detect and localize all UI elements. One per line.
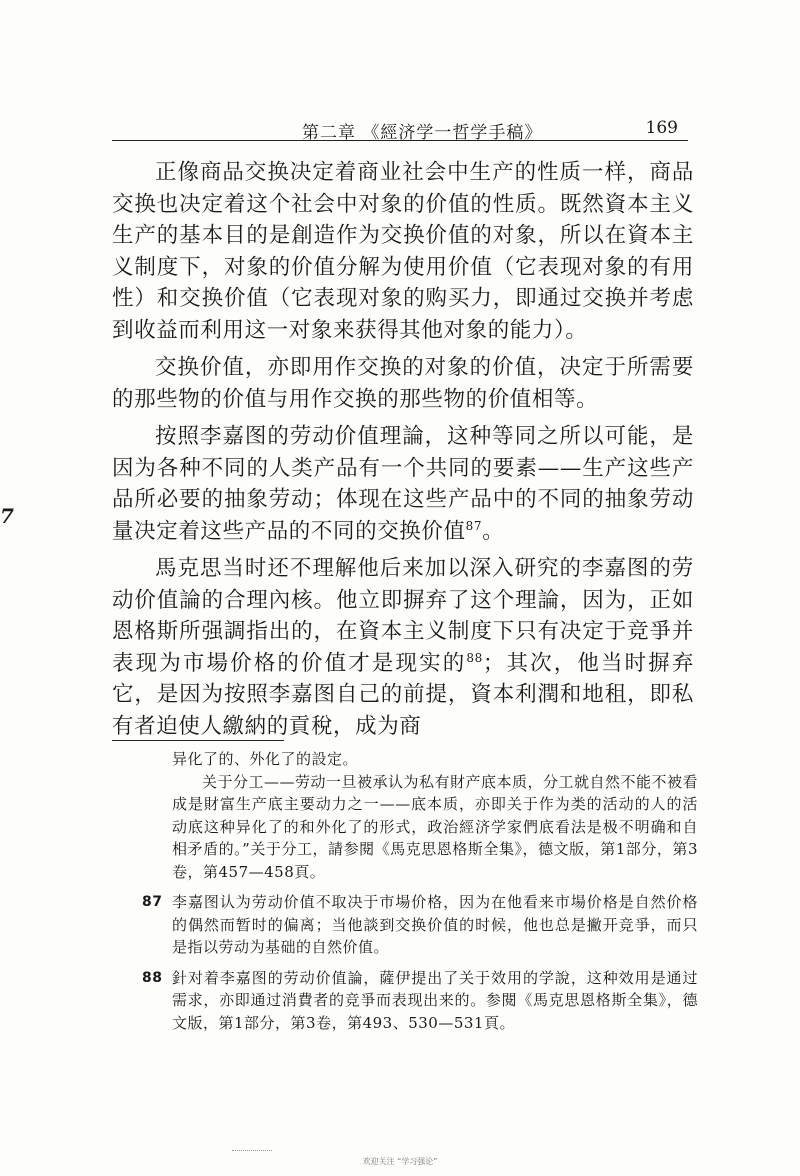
footnote-continuation-2: 关于分工——劳动一旦被承认为私有財产底本质，分工就自然不能不被看成是財富生产底主要动力之一——底本质，亦即关于作为类的活动的人的活动底这种异化了的和外化了的形式，政治經济学家們底看法是极不明确和自相矛盾的。”关于分工，請参閱《馬克思恩格斯全集》，德文版，第1部分，第3卷，第457—458頁。 xyxy=(172,772,699,881)
footnote-number: 88 xyxy=(142,969,163,986)
paragraph-4-text: 馬克思当时还不理解他后来加以深入研究的李嘉图的劳动价值論的合理內核。他立即摒弃了这个理論，因为，正如恩格斯所强調指出的，在資本主义制度下只有决定于竞爭并表现为市場价格的价值才是现实的 xyxy=(112,556,694,676)
footnote-text: 李嘉图认为劳动价值不取决于市場价格，因为在他看来市場价格是自然价格的偶然而暂时的偏离；当他談到交换价值的时候，他也总是撇开竞爭，而只是指以劳动为基础的自然价值。 xyxy=(172,893,698,956)
footnote-continuation-1: 异化了的、外化了的設定。 xyxy=(172,750,359,768)
bottom-dash xyxy=(232,1150,272,1151)
main-text xyxy=(112,157,694,748)
footnote-number: 87 xyxy=(142,894,163,910)
paragraph-1: 正像商品交换决定着商业社会中生产的性质一样，商品交换也决定着这个社会中对象的价值的性质。既然資本主义生产的基本目的是創造作为交换价值的对象，所以在資本主义制度下，对象的价值分解为使用价值（它表现对象的有用性）和交换价值（它表现对象的购买力，即通过交换并考虑到收益而利用这一对象来获得其他对象的能力）。 xyxy=(112,160,694,343)
footnote-ref-87[interactable]: 87 xyxy=(465,518,483,533)
running-header xyxy=(112,118,688,141)
chapter-title: 第二章 《經济学一哲学手稿》 xyxy=(302,123,543,143)
page-number: 169 xyxy=(645,118,678,138)
paragraph-2: 交换价值，亦即用作交换的对象的价值，决定于所需要的那些物的价值与用作交换的那些物的价值相等。 xyxy=(112,355,694,412)
paragraph-3-text: 按照李嘉图的劳动价值理論，这种等同之所以可能，是因为各种不同的人类产品有一个共同的要素——生产这些产品所必要的抽象劳动；体现在这些产品中的不同的抽象劳动量决定着这些产品的不同的交换价值 xyxy=(112,424,694,544)
footnote-87 xyxy=(142,891,698,959)
margin-mark: 7 xyxy=(0,504,14,528)
paragraph-4 xyxy=(112,553,694,742)
bottom-watermark: 欢迎关注 “学习强论” xyxy=(362,1157,438,1166)
footnote-text: 針对着李嘉图的劳动价值論，薩伊提出了关于效用的学說，这种效用是通过需求，亦即通过消費者的竞爭而表现出来的。参閱《馬克思恩格斯全集》，德文版，第1部分，第3卷，第493、530—531頁。 xyxy=(172,968,698,1032)
paragraph-3: 按照李嘉图的劳动价值理論，这种等同之所以可能，是因为各种不同的人类产品有一个共同的要素——生产这些产品所必要的抽象劳动；体现在这些产品中的不同的抽象劳动量决定着这些产品的不同的交换价值$^{87}$。 xyxy=(112,424,694,544)
footnote-ref-88[interactable]: 88 xyxy=(466,650,483,665)
footnote-88 xyxy=(142,967,698,1035)
footnote-divider xyxy=(112,740,284,741)
paragraph-4-tail: ；其次，他当时摒弃它，是因为按照李嘉图自己的前提，資本利潤和地租，即私有者迫使人繳納的貢稅，成为商 xyxy=(112,650,694,739)
footnotes xyxy=(142,748,698,1038)
